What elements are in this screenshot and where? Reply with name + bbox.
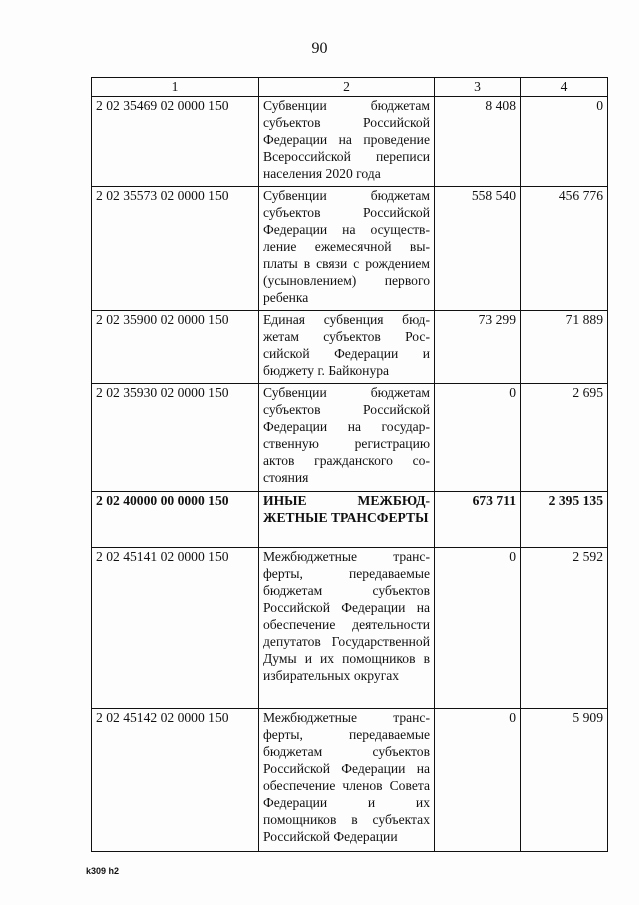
row-name: ИНЫЕ МЕЖБЮДЖЕТНЫЕ ТРАНСФЕРТЫ — [259, 492, 435, 548]
row-value-col3: 73 299 — [435, 311, 521, 384]
table-row — [92, 97, 608, 187]
budget-table — [91, 77, 608, 852]
row-value-col4: 2 592 — [521, 548, 608, 709]
column-header-3: 3 — [435, 78, 521, 97]
row-value-col4: 2 695 — [521, 384, 608, 492]
row-value-col3: 8 408 — [435, 97, 521, 187]
row-name: Межбюджетные трансферты, передаваемые бюджетам субъектов Российской Федерации на обеспечение деятельности депутатов Государственной Думы и их помощников в избирательных округах — [259, 548, 435, 709]
row-value-col3: 0 — [435, 384, 521, 492]
table-row — [92, 311, 608, 384]
row-code: 2 02 35573 02 0000 150 — [92, 187, 259, 311]
row-value-col4: 456 776 — [521, 187, 608, 311]
row-code: 2 02 45142 02 0000 150 — [92, 709, 259, 852]
row-code: 2 02 45141 02 0000 150 — [92, 548, 259, 709]
table-row — [92, 187, 608, 311]
row-value-col3: 0 — [435, 548, 521, 709]
row-code: 2 02 40000 00 0000 150 — [92, 492, 259, 548]
row-name: Субвенции бюджетам субъектов Российской Федерации на государственную регистрацию актов гражданского состояния — [259, 384, 435, 492]
row-code: 2 02 35930 02 0000 150 — [92, 384, 259, 492]
row-value-col3: 558 540 — [435, 187, 521, 311]
table-row — [92, 548, 608, 709]
column-header-4: 4 — [521, 78, 608, 97]
row-value-col4: 71 889 — [521, 311, 608, 384]
row-value-col4: 0 — [521, 97, 608, 187]
column-header-2: 2 — [259, 78, 435, 97]
table-header-row — [92, 78, 608, 97]
row-name: Субвенции бюджетам субъектов Российской Федерации на осуществление ежемесячной выплаты в связи с рождением (усыновлением) первого ребенка — [259, 187, 435, 311]
row-value-col3: 0 — [435, 709, 521, 852]
page-number: 90 — [311, 40, 328, 57]
row-code: 2 02 35469 02 0000 150 — [92, 97, 259, 187]
row-name: Межбюджетные трансферты, передаваемые бюджетам субъектов Российской Федерации на обеспечение членов Совета Федерации и их помощников в субъектах Российской Федерации — [259, 709, 435, 852]
table-row — [92, 709, 608, 852]
footer-document-code: k309 h2 — [86, 866, 120, 876]
column-header-1: 1 — [92, 78, 259, 97]
table-row — [92, 384, 608, 492]
row-value-col3: 673 711 — [435, 492, 521, 548]
row-code: 2 02 35900 02 0000 150 — [92, 311, 259, 384]
row-value-col4: 2 395 135 — [521, 492, 608, 548]
table-row — [92, 492, 608, 548]
row-name: Субвенции бюджетам субъектов Российской Федерации на проведение Всероссийской переписи населения 2020 года — [259, 97, 435, 187]
row-value-col4: 5 909 — [521, 709, 608, 852]
row-name: Единая субвенция бюджетам субъектов Российской Федерации и бюджету г. Байконура — [259, 311, 435, 384]
